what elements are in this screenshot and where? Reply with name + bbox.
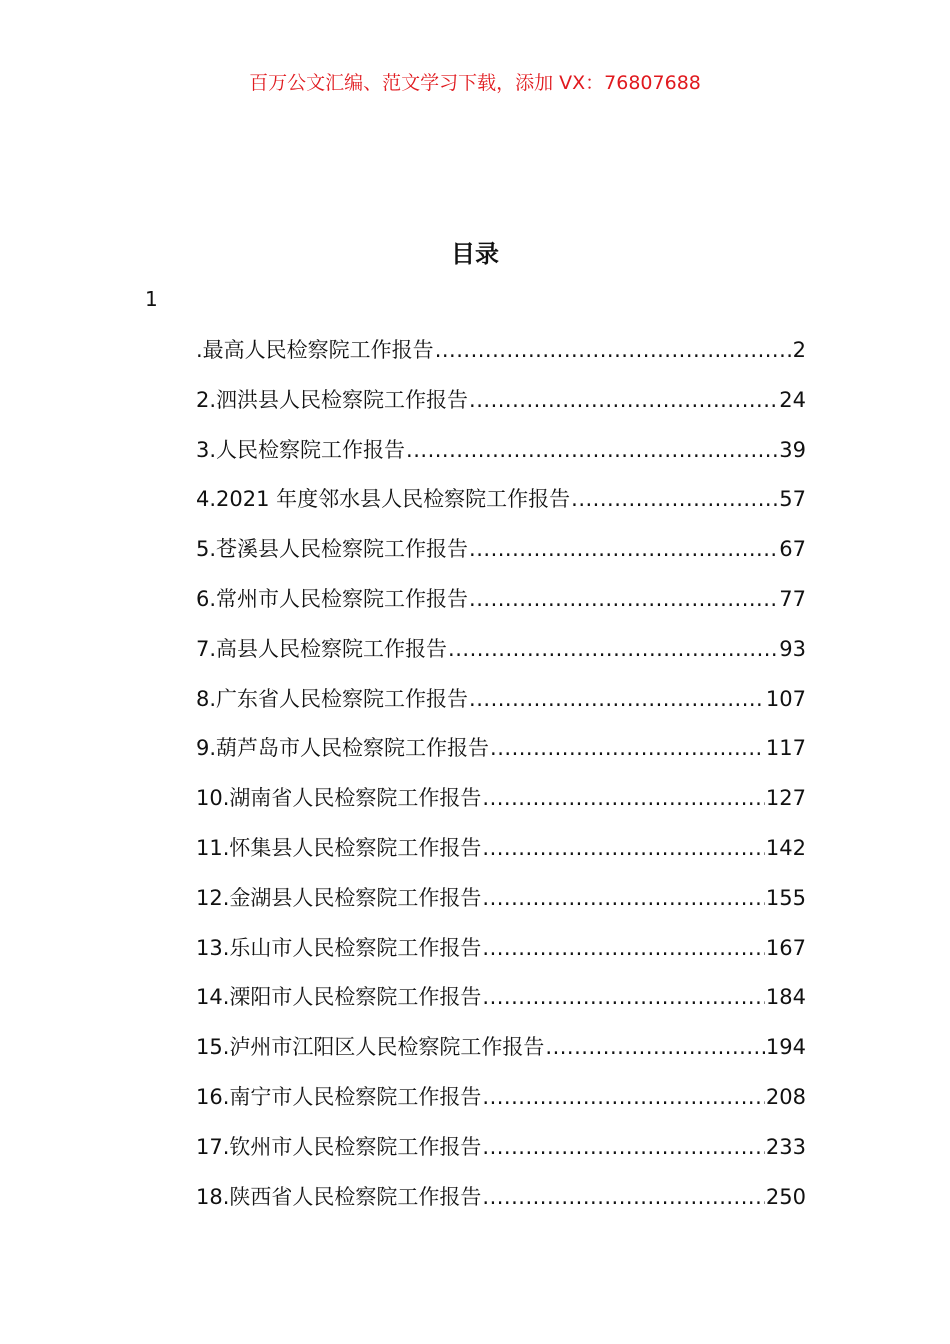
toc-entry-title: 6.常州市人民检察院工作报告 bbox=[196, 586, 469, 611]
leader-dots bbox=[469, 537, 778, 561]
toc-entry-title: 4.2021 年度邻水县人民检察院工作报告 bbox=[196, 487, 571, 512]
toc-entry-title: 11.怀集县人民检察院工作报告 bbox=[196, 835, 482, 860]
leader-dots bbox=[482, 886, 765, 910]
toc-entry[interactable] bbox=[196, 832, 806, 882]
toc-entry[interactable] bbox=[196, 583, 806, 633]
toc-entry-page: 155 bbox=[765, 885, 806, 910]
leader-dots bbox=[469, 687, 765, 711]
leader-dots bbox=[435, 338, 792, 362]
toc-entry[interactable] bbox=[196, 334, 806, 384]
watermark-banner: 百万公文汇编、范文学习下载，添加 VX：76807688 bbox=[249, 72, 701, 94]
toc-entry-title: 10.湖南省人民检察院工作报告 bbox=[196, 786, 482, 811]
toc-entry[interactable] bbox=[196, 782, 806, 832]
toc-entry[interactable] bbox=[196, 483, 806, 533]
toc-entry-title: 15.泸州市江阳区人民检察院工作报告 bbox=[196, 1035, 545, 1060]
toc-entry-title: 12.金湖县人民检察院工作报告 bbox=[196, 885, 482, 910]
toc-entry-page: 167 bbox=[765, 935, 806, 960]
leader-dots bbox=[469, 388, 778, 412]
toc-entry-title: 2.泗洪县人民检察院工作报告 bbox=[196, 387, 469, 412]
leader-dots bbox=[545, 1035, 765, 1059]
toc-entry-page: 67 bbox=[779, 537, 806, 562]
toc-entry-title: 17.钦州市人民检察院工作报告 bbox=[196, 1134, 482, 1159]
toc-entry[interactable] bbox=[196, 434, 806, 484]
toc-entry[interactable] bbox=[196, 932, 806, 982]
toc-entry-title: 16.南宁市人民检察院工作报告 bbox=[196, 1084, 482, 1109]
toc-entry-page: 117 bbox=[765, 736, 806, 761]
toc-entry-page: 2 bbox=[792, 338, 806, 362]
leader-dots bbox=[448, 637, 778, 661]
toc-entry-page: 93 bbox=[779, 636, 806, 661]
toc-entry-title: 8.广东省人民检察院工作报告 bbox=[196, 686, 469, 711]
toc-entry[interactable] bbox=[196, 1181, 806, 1231]
toc-entry-page: 107 bbox=[765, 686, 806, 711]
leader-dots bbox=[482, 1185, 765, 1209]
toc-entry-page: 127 bbox=[765, 786, 806, 811]
toc-entry[interactable] bbox=[196, 1081, 806, 1131]
leader-dots bbox=[482, 836, 765, 860]
toc-entry-title: 7.高县人民检察院工作报告 bbox=[196, 636, 448, 661]
toc-entry-page: 208 bbox=[765, 1084, 806, 1109]
toc-entry-title: 3.人民检察院工作报告 bbox=[196, 437, 406, 462]
leader-dots bbox=[406, 438, 778, 462]
toc-entry-page: 194 bbox=[765, 1035, 806, 1060]
table-of-contents bbox=[196, 334, 806, 1230]
toc-entry[interactable] bbox=[196, 1031, 806, 1081]
toc-entry[interactable] bbox=[196, 732, 806, 782]
toc-entry[interactable] bbox=[196, 633, 806, 683]
toc-entry-title: 9.葫芦岛市人民检察院工作报告 bbox=[196, 736, 490, 761]
leader-dots bbox=[490, 736, 765, 760]
toc-entry-title: 5.苍溪县人民检察院工作报告 bbox=[196, 537, 469, 562]
leader-dots bbox=[482, 1135, 765, 1159]
page-title: 目录 bbox=[451, 240, 499, 268]
leader-dots bbox=[482, 786, 765, 810]
toc-entry-title: .最高人民检察院工作报告 bbox=[196, 338, 434, 362]
toc-entry-page: 233 bbox=[765, 1134, 806, 1159]
toc-entry-page: 142 bbox=[765, 835, 806, 860]
toc-entry[interactable] bbox=[196, 882, 806, 932]
leader-dots bbox=[482, 985, 765, 1009]
toc-entry[interactable] bbox=[196, 1131, 806, 1181]
toc-entry[interactable] bbox=[196, 981, 806, 1031]
toc-entry-page: 39 bbox=[779, 437, 806, 462]
toc-entry-title: 13.乐山市人民检察院工作报告 bbox=[196, 935, 482, 960]
leader-dots bbox=[469, 587, 778, 611]
toc-entry-title: 14.溧阳市人民检察院工作报告 bbox=[196, 985, 482, 1010]
toc-entry-page: 57 bbox=[779, 487, 806, 512]
leader-dots bbox=[482, 936, 765, 960]
toc-entry[interactable] bbox=[196, 533, 806, 583]
toc-entry-page: 250 bbox=[765, 1184, 806, 1209]
toc-entry-page: 184 bbox=[765, 985, 806, 1010]
toc-entry[interactable] bbox=[196, 683, 806, 733]
leader-dots bbox=[482, 1085, 765, 1109]
leader-dots bbox=[571, 487, 778, 511]
toc-entry[interactable] bbox=[196, 384, 806, 434]
toc-entry-page: 24 bbox=[779, 387, 806, 412]
section-number: 1 bbox=[145, 287, 158, 311]
toc-entry-title: 18.陕西省人民检察院工作报告 bbox=[196, 1184, 482, 1209]
toc-entry-page: 77 bbox=[779, 586, 806, 611]
